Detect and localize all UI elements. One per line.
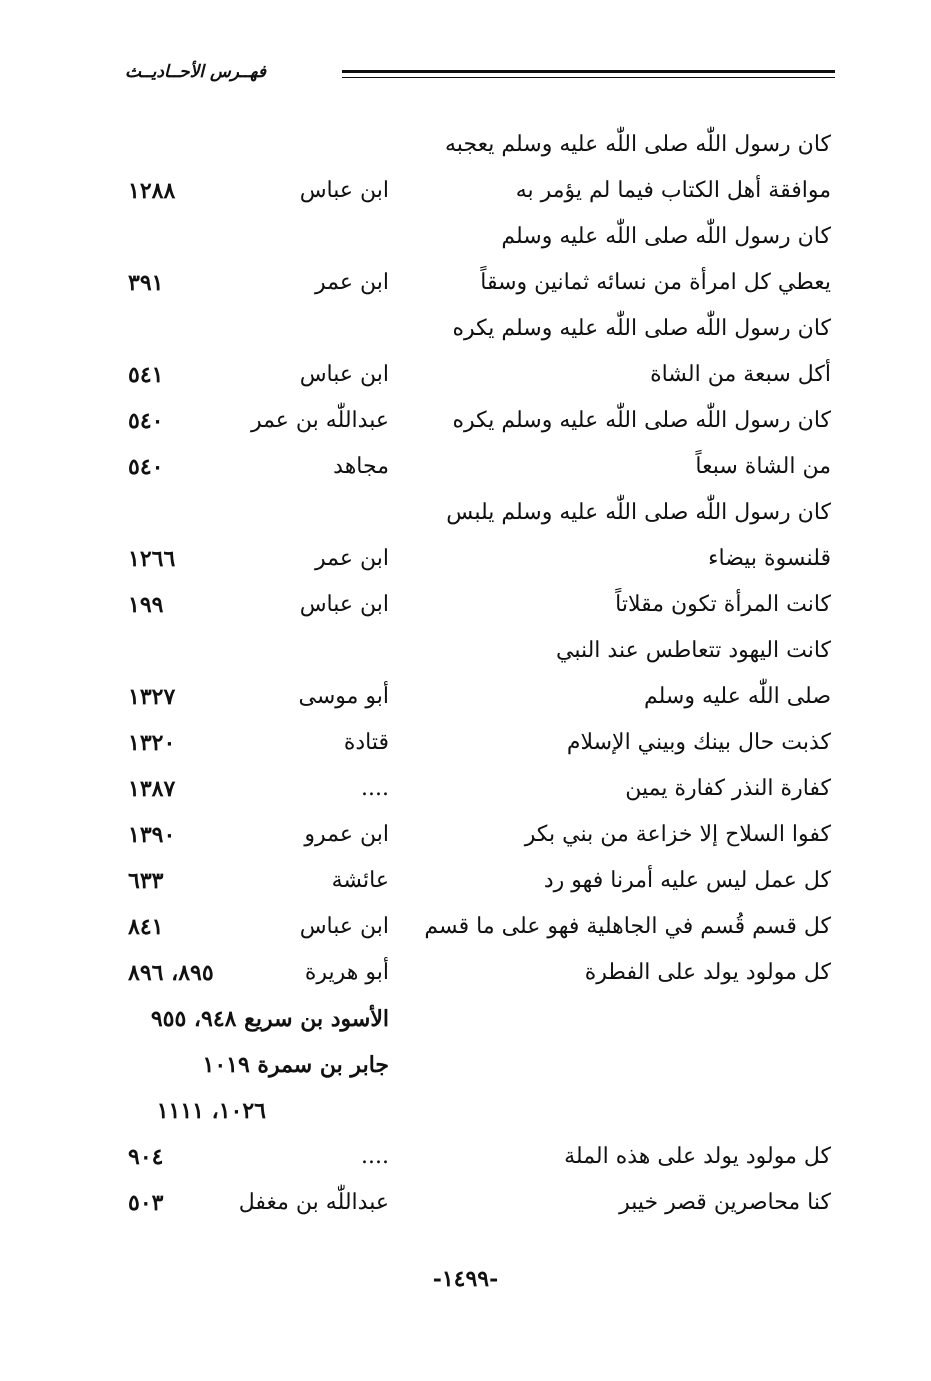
page-reference: ٨٤١	[128, 914, 164, 940]
hadith-text: من الشاة سبعاً	[695, 454, 831, 479]
page-number: -١٤٩٩-	[432, 1266, 499, 1292]
page-reference: ٦٣٣	[128, 868, 164, 894]
hadith-text: كان رسول اللّٰه صلى اللّٰه عليه وسلم يكره	[452, 316, 831, 341]
hadith-text: كل عمل ليس عليه أمرنا فهو رد	[543, 868, 831, 893]
list-item	[0, 864, 931, 910]
page-reference: ٥٤٠	[128, 454, 164, 480]
narrator: ابن عمرو	[304, 822, 389, 847]
narrator: ....	[361, 1144, 389, 1169]
hadith-text: كان رسول اللّٰه صلى اللّٰه عليه وسلم يعجبه	[445, 132, 831, 157]
narrator: مجاهد	[333, 454, 389, 479]
narrator: ابن عمر	[315, 270, 389, 295]
list-item	[0, 496, 931, 542]
hadith-text: كانت المرأة تكون مقلاتاً	[615, 592, 831, 617]
hadith-text: قلنسوة بيضاء	[708, 546, 831, 571]
list-item	[0, 404, 931, 450]
list-item	[0, 1140, 931, 1186]
narrator: ابن عمر	[315, 546, 389, 571]
header-rule-thin	[342, 77, 835, 78]
hadith-text: كان رسول اللّٰه صلى اللّٰه عليه وسلم	[501, 224, 831, 249]
hadith-text: كفوا السلاح إلا خزاعة من بني بكر	[524, 822, 831, 847]
page-reference: ٥٤٠	[128, 408, 164, 434]
hadith-text: كل قسم قُسم في الجاهلية فهو على ما قسم	[424, 914, 831, 939]
header-rule-thick	[342, 70, 835, 73]
running-header	[120, 62, 835, 88]
narrator: ابن عباس	[299, 914, 389, 939]
hadith-text: كان رسول اللّٰه صلى اللّٰه عليه وسلم يكره	[452, 408, 831, 433]
hadith-index-list	[0, 128, 931, 1232]
narrator: ١٠٢٦، ١١١١	[156, 1098, 266, 1124]
narrator: عائشة	[331, 868, 389, 893]
page-reference: ١٢٦٦	[128, 546, 176, 572]
narrator: الأسود بن سريع ٩٤٨، ٩٥٥	[150, 1006, 389, 1032]
page-reference: ١٣٩٠	[128, 822, 176, 848]
list-item	[0, 772, 931, 818]
page-reference: ٩٠٤	[128, 1144, 164, 1170]
hadith-text: كانت اليهود تتعاطس عند النبي	[555, 638, 831, 663]
list-item	[0, 542, 931, 588]
narrator: ابن عباس	[299, 362, 389, 387]
list-item	[0, 1048, 931, 1094]
hadith-text: كل مولود يولد على هذه الملة	[564, 1144, 831, 1169]
narrator: أبو هريرة	[304, 960, 389, 985]
page-reference: ٥٠٣	[128, 1190, 164, 1216]
page-reference: ٨٩٥، ٨٩٦	[128, 960, 214, 986]
list-item	[0, 128, 931, 174]
hadith-text: كنا محاصرين قصر خيبر	[619, 1190, 831, 1215]
page-reference: ١٩٩	[128, 592, 164, 618]
page-reference: ١٢٨٨	[128, 178, 176, 204]
hadith-text: كفارة النذر كفارة يمين	[625, 776, 831, 801]
hadith-text: صلى اللّٰه عليه وسلم	[644, 684, 831, 709]
narrator: أبو موسى	[298, 684, 389, 709]
list-item	[0, 818, 931, 864]
list-item	[0, 1002, 931, 1048]
header-title: فهــرس الأحــاديــث	[125, 62, 266, 82]
narrator: ابن عباس	[299, 592, 389, 617]
list-item	[0, 680, 931, 726]
narrator: عبداللّٰه بن مغفل	[238, 1190, 389, 1215]
hadith-text: كان رسول اللّٰه صلى اللّٰه عليه وسلم يلبس	[446, 500, 831, 525]
list-item	[0, 220, 931, 266]
hadith-text: كل مولود يولد على الفطرة	[584, 960, 831, 985]
narrator: ابن عباس	[299, 178, 389, 203]
list-item	[0, 1094, 931, 1140]
list-item	[0, 450, 931, 496]
hadith-text: موافقة أهل الكتاب فيما لم يؤمر به	[515, 178, 831, 203]
list-item	[0, 588, 931, 634]
page-reference: ١٣٨٧	[128, 776, 176, 802]
narrator: ....	[361, 776, 389, 801]
hadith-text: أكل سبعة من الشاة	[650, 362, 831, 387]
narrator: عبداللّٰه بن عمر	[250, 408, 389, 433]
list-item	[0, 312, 931, 358]
list-item	[0, 266, 931, 312]
page-reference: ٣٩١	[128, 270, 164, 296]
page-reference: ١٣٢٧	[128, 684, 176, 710]
narrator: جابر بن سمرة ١٠١٩	[202, 1052, 389, 1078]
list-item	[0, 726, 931, 772]
list-item	[0, 358, 931, 404]
list-item	[0, 1186, 931, 1232]
hadith-text: يعطي كل امرأة من نسائه ثمانين وسقاً	[480, 270, 831, 295]
list-item	[0, 956, 931, 1002]
hadith-text: كذبت حال بينك وبيني الإسلام	[566, 730, 831, 755]
page-reference: ١٣٢٠	[128, 730, 176, 756]
page-reference: ٥٤١	[128, 362, 164, 388]
list-item	[0, 634, 931, 680]
list-item	[0, 910, 931, 956]
list-item	[0, 174, 931, 220]
narrator: قتادة	[343, 730, 389, 755]
